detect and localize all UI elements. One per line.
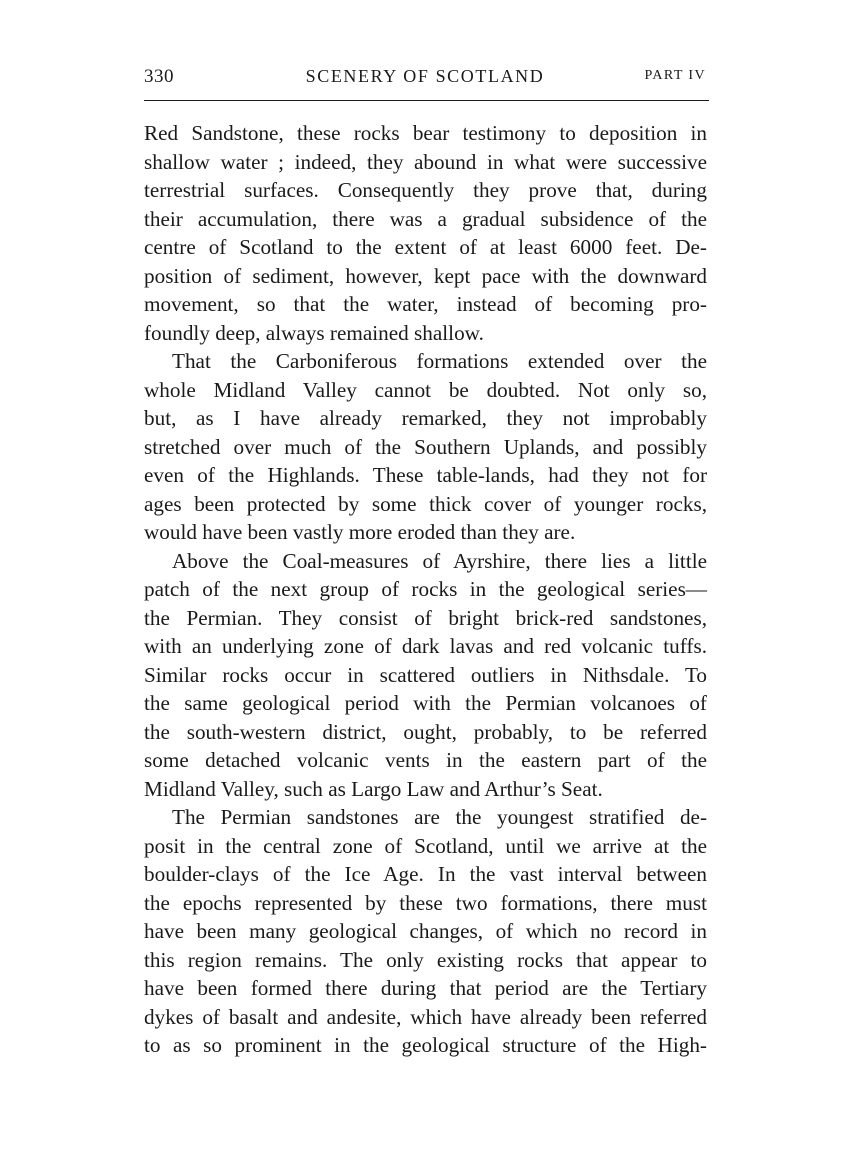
text-line: the epochs represented by these two formations, there must xyxy=(144,890,707,915)
running-head xyxy=(144,66,706,94)
text-line: their accumulation, there was a gradual subsidence of the xyxy=(144,206,707,231)
paragraph xyxy=(144,119,707,347)
text-line: That the Carboniferous formations extended over the xyxy=(172,349,707,373)
text-line: patch of the next group of rocks in the geological series— xyxy=(144,577,707,601)
text-line: dykes of basalt and andesite, which have already been referred xyxy=(144,1004,707,1029)
part-label: PART IV xyxy=(644,68,706,83)
text-line: the Permian. They consist of bright brick-red sandstones, xyxy=(144,605,707,630)
text-line: with an underlying zone of dark lavas and red volcanic tuffs. xyxy=(144,634,707,658)
text-line: The Permian sandstones are the youngest stratified de- xyxy=(172,805,707,829)
text-line: whole Midland Valley cannot be doubted. Not only so, xyxy=(144,377,707,402)
text-line: the south-western district, ought, probably, to be referred xyxy=(144,719,707,744)
text-line: have been formed there during that period are the Tertiary xyxy=(144,976,707,1000)
paragraph xyxy=(144,547,707,804)
text-line: boulder-clays of the Ice Age. In the vast interval between xyxy=(144,862,707,886)
text-line: to as so prominent in the geological structure of the High- xyxy=(144,1033,707,1057)
body-text xyxy=(144,119,707,1060)
text-line: ages been protected by some thick cover of younger rocks, xyxy=(144,491,707,516)
text-line: would have been vastly more eroded than they are. xyxy=(144,520,576,544)
text-line: Midland Valley, such as Largo Law and Arthur’s Seat. xyxy=(144,776,603,801)
text-line: Above the Coal-measures of Ayrshire, there lies a little xyxy=(172,548,707,573)
text-line: Similar rocks occur in scattered outliers in Nithsdale. To xyxy=(144,662,707,687)
text-line: stretched over much of the Southern Uplands, and possibly xyxy=(144,434,707,459)
header-rule xyxy=(144,100,709,101)
paragraph xyxy=(144,803,707,1060)
text-line: movement, so that the water, instead of becoming pro- xyxy=(144,292,707,316)
text-line: terrestrial surfaces. Consequently they prove that, during xyxy=(144,178,707,202)
text-line: have been many geological changes, of which no record in xyxy=(144,919,707,943)
text-line: Red Sandstone, these rocks bear testimony to deposition in xyxy=(144,121,707,145)
text-line: even of the Highlands. These table-lands, had they not for xyxy=(144,463,707,487)
text-line: the same geological period with the Permian volcanoes of xyxy=(144,691,707,715)
page-number: 330 xyxy=(144,66,174,87)
text-line: position of sediment, however, kept pace with the downward xyxy=(144,263,707,288)
text-line: this region remains. The only existing rocks that appear to xyxy=(144,947,707,972)
text-line: some detached volcanic vents in the eastern part of the xyxy=(144,748,707,772)
text-line: posit in the central zone of Scotland, until we arrive at the xyxy=(144,833,707,858)
text-line: but, as I have already remarked, they not improbably xyxy=(144,406,707,430)
text-line: foundly deep, always remained shallow. xyxy=(144,320,484,345)
text-line: shallow water ; indeed, they abound in what were successive xyxy=(144,149,707,174)
running-title: SCENERY OF SCOTLAND xyxy=(305,66,545,86)
paragraph xyxy=(144,347,707,547)
text-line: centre of Scotland to the extent of at least 6000 feet. De- xyxy=(144,235,707,259)
